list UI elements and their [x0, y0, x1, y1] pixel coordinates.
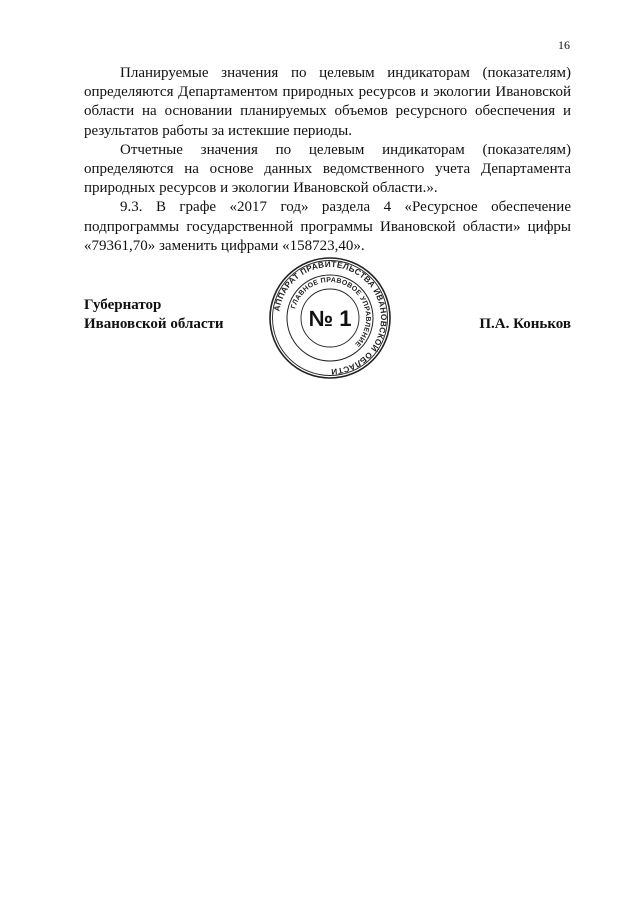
paragraph-planned-values: Планируемые значения по целевым индикаторам (показателям) определяются Департаментом природных ресурсов и экологии Ивановской области на основании планируемых объемов ресурсного обеспечения и результатов работы за истекшие периоды. [84, 65, 571, 139]
signatory-title-line1: Губернатор [84, 297, 162, 313]
seal-stamp-graphic [268, 256, 392, 380]
signatory-title [84, 296, 224, 334]
seal-inner-text: ГЛАВНОЕ ПРАВОВОЕ УПРАВЛЕНИЕ [290, 276, 372, 348]
official-seal [268, 256, 392, 380]
paragraph-reported-values: Отчетные значения по целевым индикаторам (показателям) определяются на основе данных ведомственного учета Департамента природных ресурсов и экологии Ивановской области.». [84, 141, 571, 197]
signatory-name: П.А. Коньков [479, 316, 571, 332]
signatory-title-line2: Ивановской области [84, 316, 224, 333]
seal-outer-text: АППАРАТ ПРАВИТЕЛЬСТВА ИВАНОВСКОЙ ОБЛАСТИ [272, 259, 389, 377]
document-body [84, 64, 571, 256]
paragraph-amendment-9-3: 9.3. В графе «2017 год» раздела 4 «Ресурсное обеспечение подпрограммы государственной программы Ивановской области» цифры «79361,70» заменить цифрами «158723,40». [84, 199, 571, 254]
page-number: 16 [558, 38, 570, 52]
seal-center-text: № 1 [308, 306, 352, 331]
